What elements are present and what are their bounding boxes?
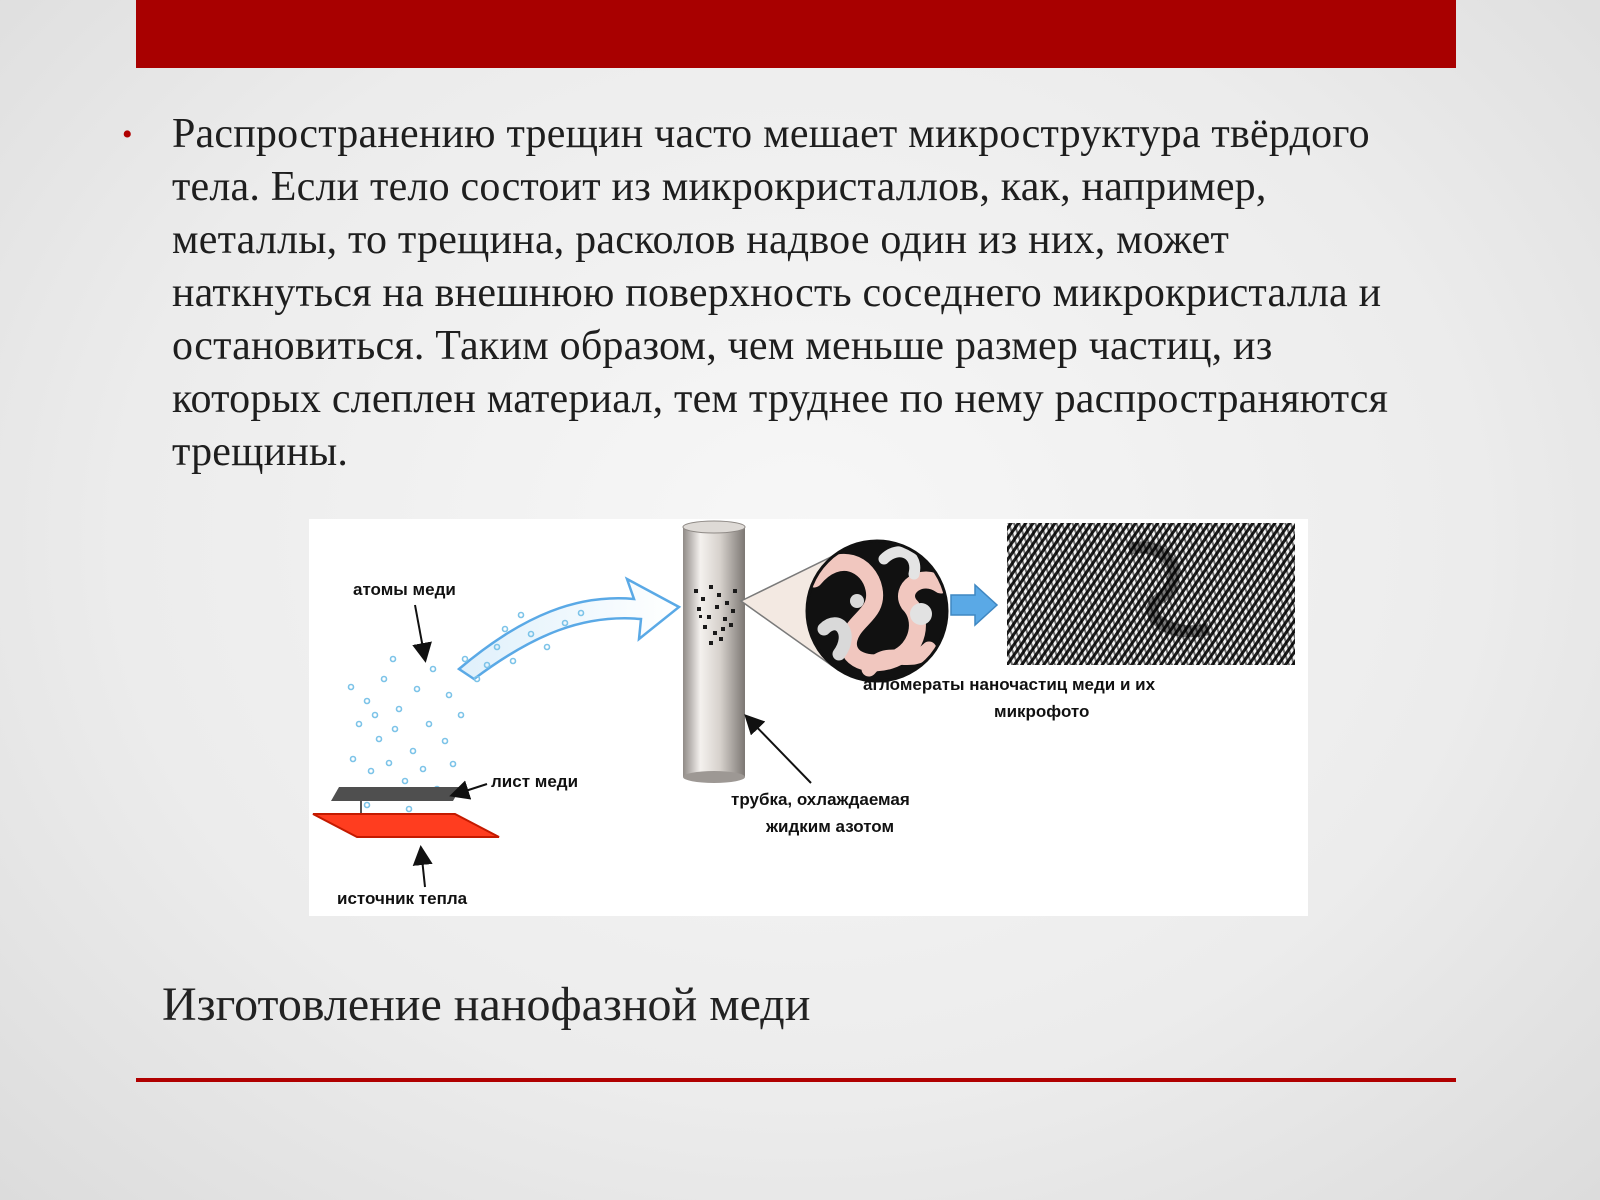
label-agglomerates-line1: агломераты наночастиц меди и их [863,675,1156,694]
slide-title: Изготовление нанофазной меди [162,978,811,1031]
body-paragraph: Распространению трещин часто мешает микроструктура твёрдого тела. Если тело состоит из микрокристаллов, как, например, металлы, то трещина, расколов надвое один из них, может наткнуться на внешнюю поверхность соседнего микрокристалла и остановиться. Таким образом, чем меньше размер частиц, из которых слеплен материал, тем труднее по нему распространяются трещины. [172,111,1389,475]
bottom-accent-rule [136,1078,1456,1082]
bullet-dot-icon: • [122,118,133,151]
label-tube-line2: жидким азотом [766,817,895,836]
label-agglomerates-line2: микрофото [994,702,1090,721]
label-heat-source: источник тепла [337,889,468,908]
label-copper-sheet: лист меди [491,772,579,791]
nanophase-copper-diagram [309,519,1308,916]
cooled-tube [683,521,745,783]
label-copper-atoms: атомы меди [353,580,456,599]
label-tube-line1: трубка, охлаждаемая [731,790,910,809]
agglomerate-zoom-circle [807,541,947,681]
bullet-item [122,108,1432,479]
top-accent-bar [136,0,1456,68]
copper-microphoto [1007,523,1295,665]
